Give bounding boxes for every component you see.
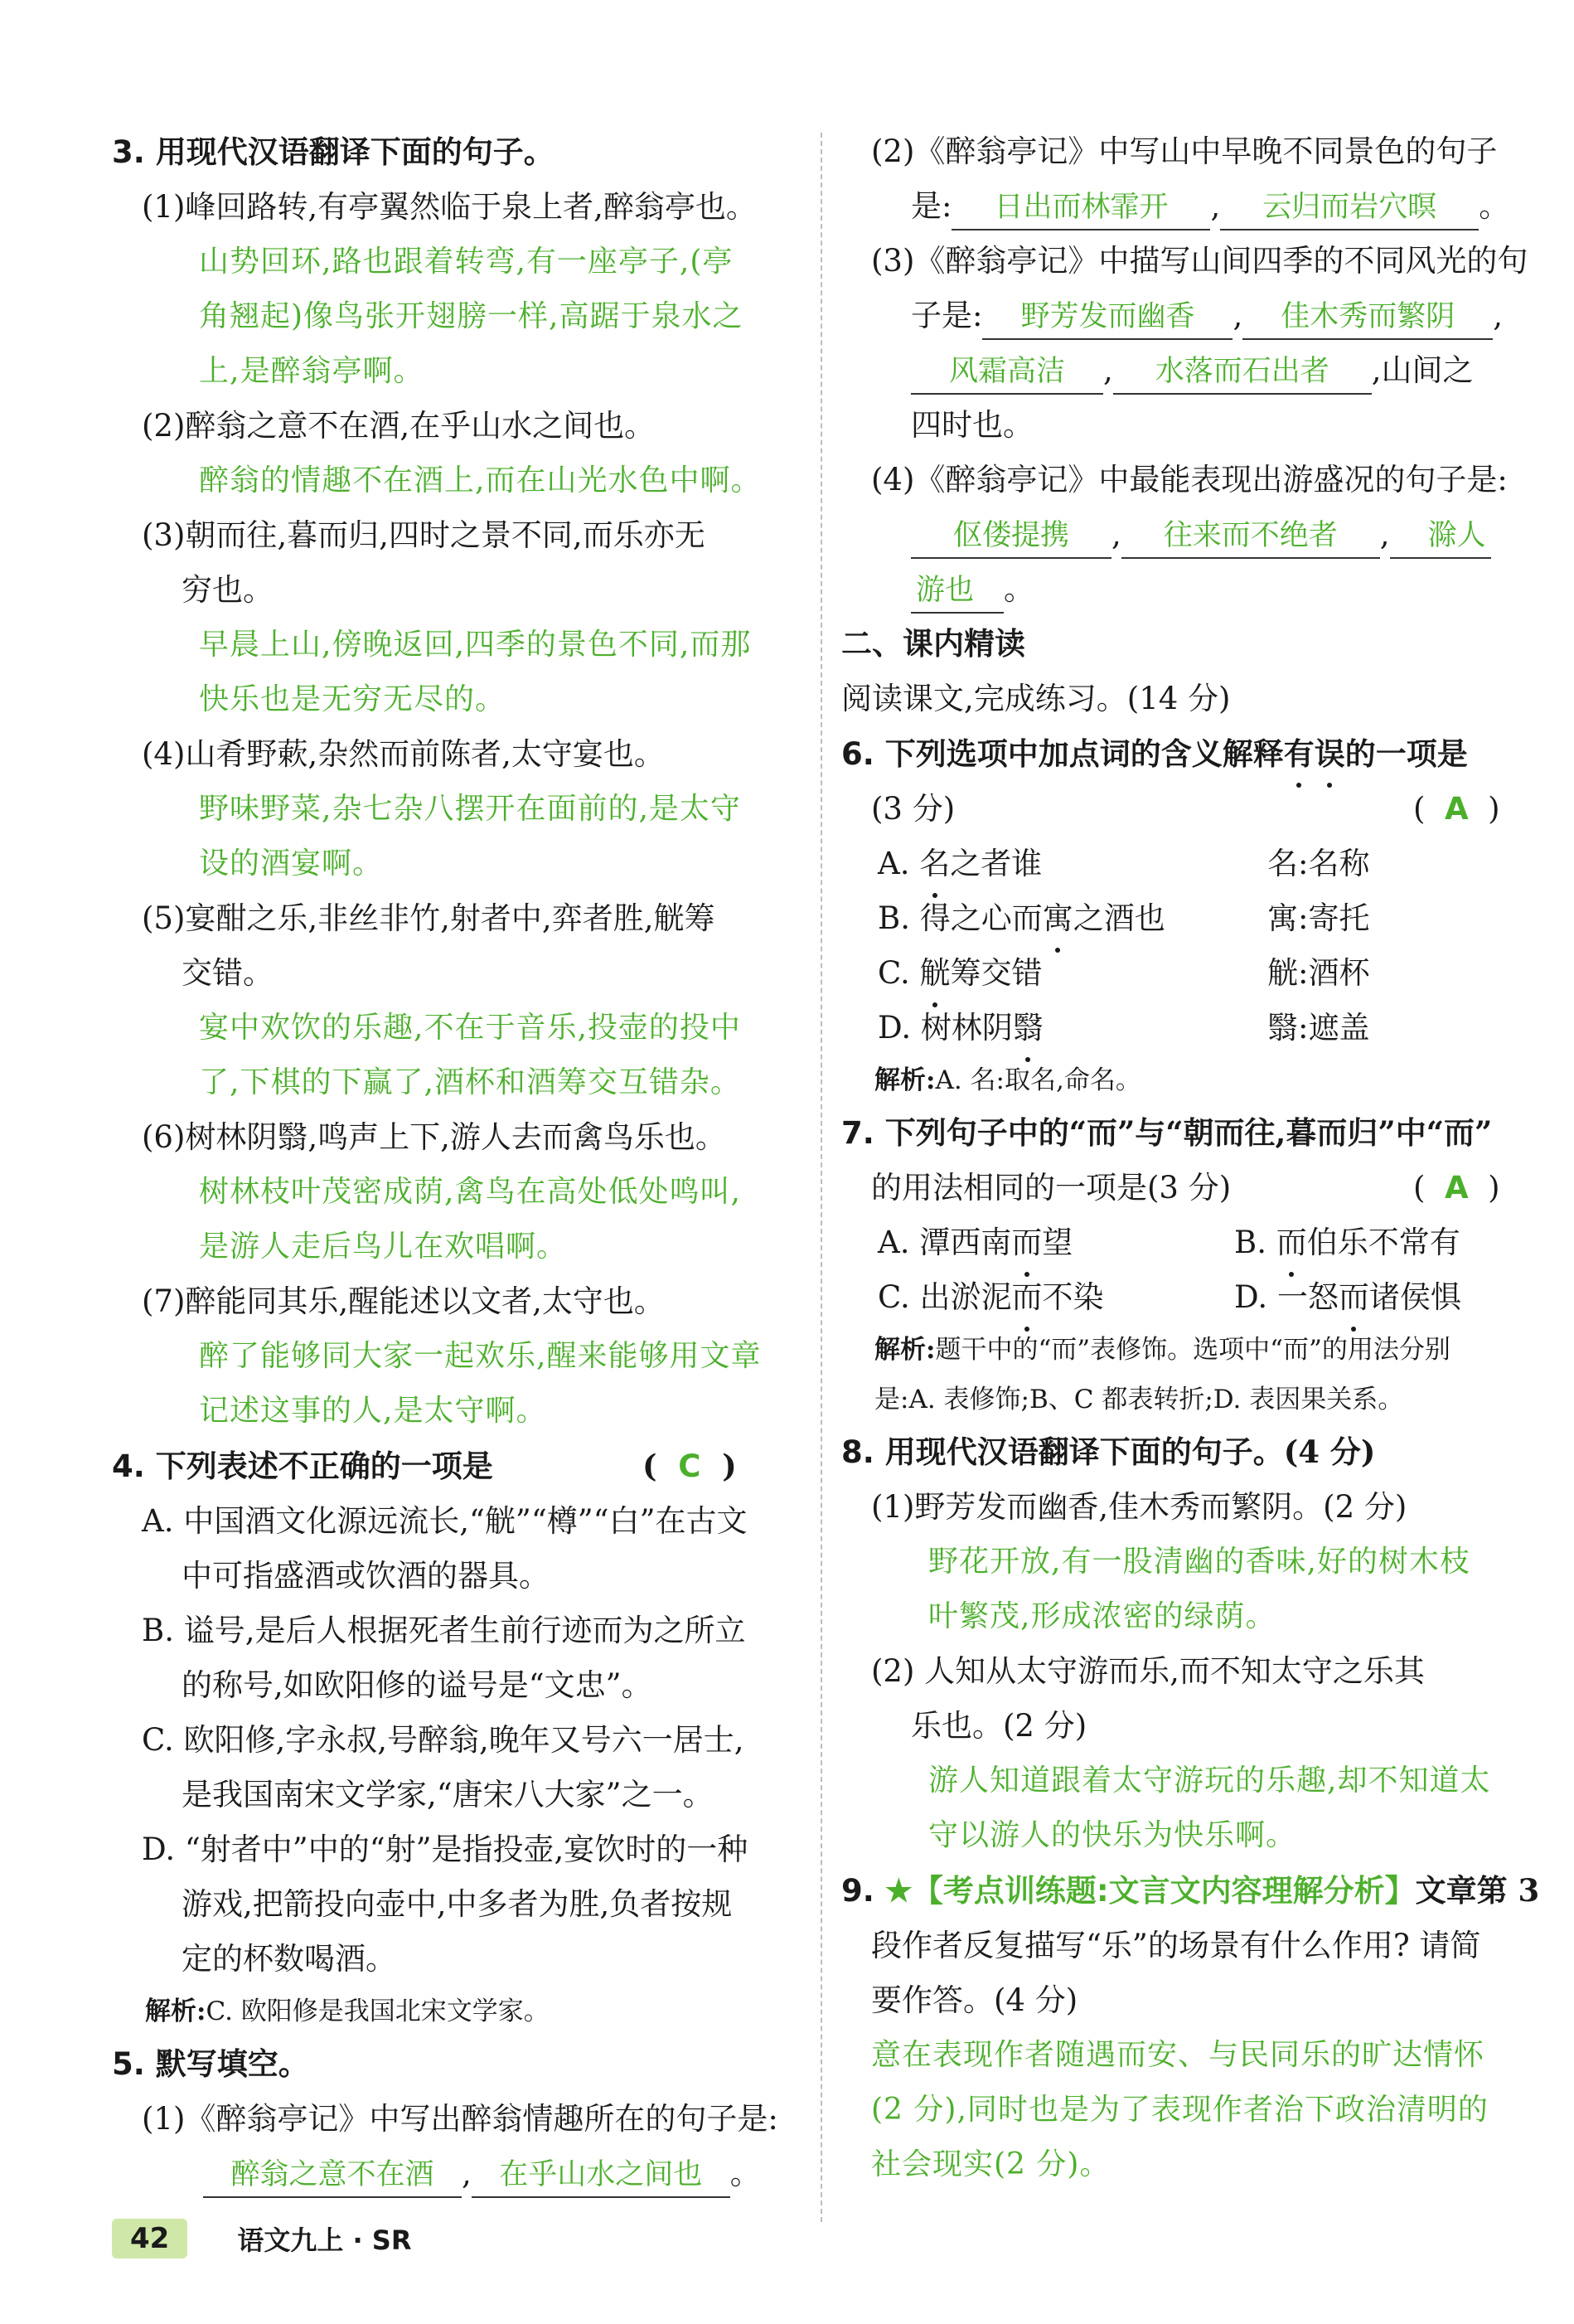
q3-item2-answer-line: 醉翁的情趣不在酒上,而在山光水色中啊。 — [199, 463, 762, 497]
q6-stem: 6. 下列选项中加点词的含义解释有误的一项是 — [841, 726, 1538, 782]
q3-item4-answer-line: 野味野菜,杂七杂八摆开在面前的,是太守 — [199, 792, 741, 826]
q5-item4-blank-4: 游也 — [911, 569, 1004, 614]
q4-option-d-line: 定的杯数喝酒。 — [182, 1941, 396, 1977]
q3-item6-sentence: (6)树林阴翳,鸣声上下,游人去而禽鸟乐也。 — [142, 1119, 726, 1155]
q9-answer-line: 社会现实(2 分)。 — [871, 2147, 1111, 2181]
q8-item2-answer-line: 守以游人的快乐为快乐啊。 — [928, 1818, 1297, 1852]
q9-tag: 【考点训练题:文言文内容理解分析】 — [912, 1873, 1416, 1909]
q5-blank-1: 醉翁之意不在酒 — [203, 2153, 462, 2198]
q5-blank-2: 在乎山水之间也 — [472, 2153, 730, 2198]
q3-item5-sentence-line: (5)宴酣之乐,非丝非竹,射者中,弈者胜,觥筹 — [142, 900, 715, 936]
q4-option-b-line: B. 谥号,是后人根据死者生前行迹而为之所立 — [142, 1613, 746, 1648]
q5-item2-prompt: (2)《醉翁亭记》中写山中早晚不同景色的句子 — [871, 133, 1498, 169]
q4-option-d-line: 游戏,把箭投向壶中,中多者为胜,负者按规 — [182, 1886, 733, 1922]
q7-analysis-line: 解析:题干中的“而”表修饰。选项中“而”的用法分别 — [874, 1335, 1451, 1365]
q3-item2-sentence: (2)醉翁之意不在酒,在乎山水之间也。 — [142, 408, 656, 444]
q6-analysis: 解析:A. 名:取名,命名。 — [874, 1065, 1141, 1095]
q6-answer-paren: ( A ) — [1413, 791, 1500, 827]
q3-item1-sentence: (1)峰回路转,有亭翼然临于泉上者,醉翁亭也。 — [142, 189, 757, 225]
q7-answer: A — [1444, 1170, 1469, 1206]
q7-answer-paren: ( A ) — [1413, 1170, 1500, 1206]
section-intro: 阅读课文,完成练习。(14 分) — [841, 681, 1231, 716]
q4-analysis: 解析:C. 欧阳修是我国北宋文学家。 — [145, 1997, 550, 2026]
q4-option-c-line: 是我国南宋文学家,“唐宋八大家”之一。 — [182, 1777, 714, 1812]
q5-stem: 5. 默写填空。 — [112, 2045, 309, 2082]
q3-item4-sentence: (4)山肴野蔌,杂然而前陈者,太守宴也。 — [142, 736, 665, 772]
q5-item4-blanks-row1: 伛偻提携 , 往来而不绝者 , 滁人 — [841, 507, 1538, 562]
q3-item4-answer-line: 设的酒宴啊。 — [199, 847, 384, 881]
q3-item7-answer-line: 记述这事的人,是太守啊。 — [199, 1394, 547, 1428]
q9-stem-3: 要作答。(4 分) — [871, 1982, 1078, 2018]
q9-answer-line: 意在表现作者随遇而安、与民同乐的旷达情怀 — [871, 2038, 1485, 2072]
q7-option-d: D. 一怒而诸侯惧 — [1234, 1270, 1461, 1325]
q6-option-a: A. 名之者谁 名:名称 — [841, 837, 1538, 891]
section-title: 二、课内精读 — [841, 626, 1025, 662]
q5-item3-prompt: (3)《醉翁亭记》中描写山间四季的不同风光的句 — [871, 243, 1528, 279]
q7-analysis-line: 是:A. 表修饰;B、C 都表转折;D. 表因果关系。 — [874, 1385, 1404, 1414]
q8-item1-answer-line: 叶繁茂,形成浓密的绿荫。 — [928, 1599, 1276, 1633]
q4-answer: C — [678, 1448, 701, 1484]
q3-item1-answer-line: 上,是醉翁亭啊。 — [199, 354, 424, 388]
q3-item6-answer-line: 是游人走后鸟儿在欢唱啊。 — [199, 1230, 568, 1264]
q5-item1-blanks: 醉翁之意不在酒 , 在乎山水之间也 。 — [112, 2147, 800, 2201]
q8-item1-answer-line: 野花开放,有一股清幽的香味,好的树木枝 — [928, 1545, 1470, 1579]
q9-stem: 9. ★【考点训练题:文言文内容理解分析】文章第 3 — [841, 1872, 1540, 1909]
q4-option-c-line: C. 欧阳修,字永叔,号醉翁,晚年又号六一居士, — [142, 1722, 744, 1758]
q3-item6-answer-line: 树林枝叶茂密成荫,禽鸟在高处低处鸣叫, — [199, 1175, 741, 1209]
q4-option-a-line: A. 中国酒文化源远流长,“觥”“樽”“白”在古文 — [142, 1503, 748, 1539]
right-column — [841, 124, 1538, 2192]
q6-option-c: C. 觥筹交错 觥:酒杯 — [841, 946, 1538, 1001]
q5-item3-blank-3: 风霜高洁 — [911, 350, 1103, 395]
left-column — [112, 124, 800, 2201]
q8-item1: (1)野芳发而幽香,佳木秀而繁阴。(2 分) — [871, 1489, 1407, 1525]
q4-answer-paren: ( C ) — [642, 1448, 737, 1484]
q3-item3-sentence-line: (3)朝而往,暮而归,四时之景不同,而乐亦无 — [142, 517, 705, 553]
q7-stem-2: 的用法相同的一项是(3 分) ( A ) — [841, 1161, 1538, 1215]
q9-stem-2: 段作者反复描写“乐”的场景有什么作用? 请简 — [871, 1928, 1481, 1963]
q3-item3-answer-line: 早晨上山,傍晚返回,四季的景色不同,而那 — [199, 628, 752, 662]
q8-stem: 8. 用现代汉语翻译下面的句子。(4 分) — [841, 1434, 1376, 1470]
q6-option-d: D. 树林阴翳 翳:遮盖 — [841, 1001, 1538, 1055]
q6-answer: A — [1444, 791, 1469, 827]
q5-item3-blanks-row2: 风霜高洁 , 水落而石出者 ,山间之 — [841, 343, 1538, 398]
q4-option-d-line: D. “射者中”中的“射”是指投壶,宴饮时的一种 — [142, 1832, 748, 1867]
q9-answer-line: (2 分),同时也是为了表现作者治下政治清明的 — [871, 2093, 1489, 2127]
q8-item2-line: 乐也。(2 分) — [911, 1708, 1087, 1744]
column-divider — [821, 133, 822, 2222]
q5-item3-end: 四时也。 — [911, 407, 1034, 443]
q5-item1-prompt: (1)《醉翁亭记》中写出醉翁情趣所在的句子是: — [142, 2101, 778, 2137]
q4-option-a-line: 中可指盛酒或饮酒的器具。 — [182, 1558, 550, 1594]
q7-stem: 7. 下列句子中的“而”与“朝而往,暮而归”中“而” — [841, 1114, 1493, 1151]
q7-option-a: A. 潭西南而望 — [878, 1215, 1234, 1270]
q3-item3-sentence-line: 穷也。 — [182, 572, 274, 608]
q3-stem: 3. 用现代汉语翻译下面的句子。 — [112, 133, 555, 170]
q5-item3-blanks-row1: 子是: 野芳发而幽香 , 佳木秀而繁阴 , — [841, 289, 1538, 343]
q5-item4-blanks-row2: 游也 。 — [841, 562, 1538, 617]
q3-item7-sentence: (7)醉能同其乐,醒能述以文者,太守也。 — [142, 1283, 665, 1319]
q4-stem: 4. 下列表述不正确的一项是 ( C ) — [112, 1439, 800, 1494]
q5-item4-prompt: (4)《醉翁亭记》中最能表现出游盛况的句子是: — [871, 462, 1508, 497]
q3-item5-answer-line: 宴中欢饮的乐趣,不在于音乐,投壶的投中 — [199, 1011, 741, 1045]
page-number: 42 — [112, 2219, 187, 2259]
q6-option-b: B. 得之心而寓之酒也 寓:寄托 — [841, 891, 1538, 946]
q5-item2-blank-2: 云归而岩穴暝 — [1220, 186, 1479, 230]
q3-item1-answer-line: 山势回环,路也跟着转弯,有一座亭子,(亭 — [199, 245, 734, 279]
q5-item3-blank-1: 野芳发而幽香 — [982, 295, 1233, 340]
q8-item2-answer-line: 游人知道跟着太守游玩的乐趣,却不知道太 — [928, 1764, 1491, 1798]
q5-item4-blank-1: 伛偻提携 — [911, 514, 1111, 559]
page-footer — [112, 2214, 411, 2263]
q7-options-row2 — [841, 1270, 1538, 1325]
q5-item2-blanks: 是: 日出而林霏开 , 云归而岩穴暝 。 — [841, 179, 1538, 234]
star-icon: ★ — [884, 1872, 913, 1909]
q3-item5-answer-line: 了,下棋的下赢了,酒杯和酒筹交互错杂。 — [199, 1065, 741, 1099]
q3-item5-sentence-line: 交错。 — [182, 955, 274, 991]
q4-option-b-line: 的称号,如欧阳修的谥号是“文忠”。 — [182, 1667, 652, 1703]
q5-item4-blank-2: 往来而不绝者 — [1121, 514, 1380, 559]
q5-item4-blank-3: 滁人 — [1390, 514, 1491, 559]
q5-item3-blank-2: 佳木秀而繁阴 — [1242, 295, 1493, 340]
q5-item2-blank-1: 日出而林霏开 — [952, 186, 1210, 230]
q5-item3-blank-4: 水落而石出者 — [1113, 350, 1372, 395]
q3-item3-answer-line: 快乐也是无穷无尽的。 — [199, 682, 506, 716]
q6-score-row: (3 分) ( A ) — [841, 782, 1538, 837]
q3-item7-answer-line: 醉了能够同大家一起欢乐,醒来能够用文章 — [199, 1339, 762, 1373]
q7-option-c: C. 出淤泥而不染 — [878, 1270, 1234, 1325]
q7-options-row1 — [841, 1215, 1538, 1270]
q8-item2-line: (2) 人知从太守游而乐,而不知太守之乐其 — [871, 1653, 1425, 1689]
book-title: 语文九上 · SR — [237, 2225, 412, 2256]
q7-option-b: B. 而伯乐不常有 — [1234, 1215, 1460, 1270]
q3-item1-answer-line: 角翘起)像鸟张开翅膀一样,高踞于泉水之 — [199, 299, 743, 333]
